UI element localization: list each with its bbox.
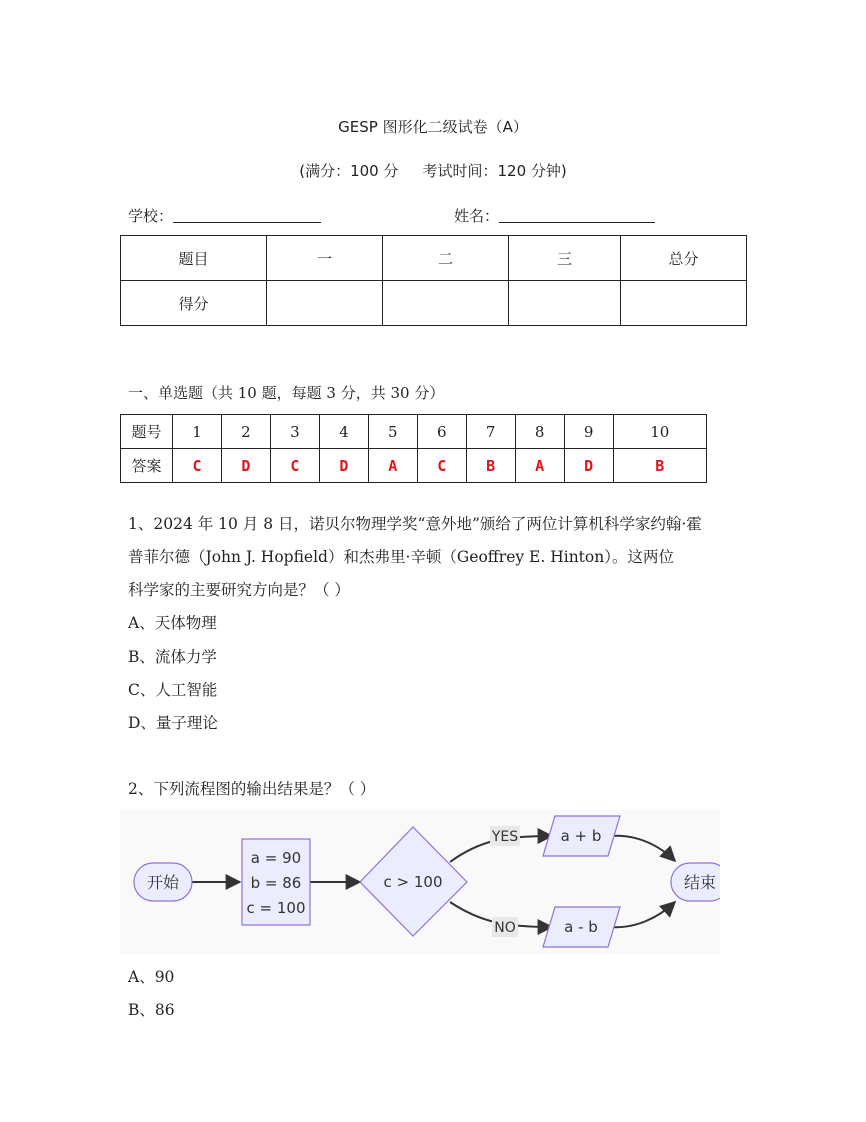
question-2: 2、下列流程图的输出结果是？（ ） [128, 780, 376, 798]
table-cell: 总分 [621, 236, 747, 281]
answer-cell: D [221, 449, 270, 483]
table-row [121, 281, 747, 326]
init-line: c = 100 [246, 899, 306, 917]
school-blank [173, 209, 321, 223]
option-c: C、人工智能 [128, 681, 218, 699]
yes-label: YES [491, 829, 519, 845]
name-blank [499, 209, 655, 223]
no-output-label: a - b [564, 918, 598, 936]
question-1 [128, 508, 743, 607]
answer-cell: C [173, 449, 222, 483]
table-cell: 4 [319, 415, 368, 449]
answer-cell: A [515, 449, 564, 483]
init-line: a = 90 [250, 849, 302, 867]
option-a: A、天体物理 [128, 614, 217, 632]
end-label: 结束 [683, 873, 717, 892]
option-b: B、流体力学 [128, 648, 217, 666]
school-label: 学校： [128, 207, 174, 225]
full-score: (满分：100 分 [299, 162, 399, 180]
table-cell: 题号 [121, 415, 173, 449]
table-cell: 7 [466, 415, 515, 449]
exam-meta [0, 160, 866, 181]
answer-cell: B [613, 449, 706, 483]
no-label: NO [494, 920, 516, 936]
flow-edge [610, 836, 675, 861]
question-1-line: 普菲尔德（John J. Hopfield）和杰弗里·辛顿（Geoffrey E. Hinton）。这两位 [128, 548, 674, 566]
table-cell: 答案 [121, 449, 173, 483]
answer-cell: C [270, 449, 319, 483]
score-cell [267, 281, 383, 326]
flow-edge [610, 902, 675, 927]
option-d: D、量子理论 [128, 714, 218, 732]
table-row [121, 236, 747, 281]
table-cell: 题目 [121, 236, 267, 281]
question-1-line: 科学家的主要研究方向是？（ ） [128, 581, 350, 599]
table-cell: 8 [515, 415, 564, 449]
score-table [120, 235, 747, 326]
table-row [121, 449, 707, 483]
answer-cell: B [466, 449, 515, 483]
answer-cell: C [417, 449, 466, 483]
school-field [128, 205, 321, 226]
section-title: 一、单选题（共 10 题，每题 3 分，共 30 分） [128, 384, 445, 402]
table-row [121, 415, 707, 449]
table-cell: 5 [368, 415, 417, 449]
answer-cell: D [564, 449, 613, 483]
score-cell [383, 281, 509, 326]
start-label: 开始 [146, 873, 180, 892]
page-title: GESP 图形化二级试卷（A） [338, 118, 528, 136]
table-cell: 二 [383, 236, 509, 281]
init-line: b = 86 [250, 874, 302, 892]
yes-output-label: a + b [560, 827, 602, 845]
name-label: 姓名： [454, 207, 500, 225]
answer-table [120, 414, 707, 483]
table-cell: 得分 [121, 281, 267, 326]
score-cell [621, 281, 747, 326]
name-field [454, 205, 655, 226]
answer-cell: D [319, 449, 368, 483]
flowchart [120, 810, 720, 955]
question-1-line: 1、2024 年 10 月 8 日，诺贝尔物理学奖“意外地”颁给了两位计算机科学家约翰·霍 [128, 515, 702, 533]
table-cell: 3 [270, 415, 319, 449]
table-cell: 6 [417, 415, 466, 449]
exam-time: 考试时间：120 分钟) [422, 162, 567, 180]
decision-label: c > 100 [383, 873, 443, 891]
answer-cell: A [368, 449, 417, 483]
table-cell: 10 [613, 415, 706, 449]
score-cell [509, 281, 621, 326]
table-cell: 一 [267, 236, 383, 281]
table-cell: 9 [564, 415, 613, 449]
table-cell: 1 [173, 415, 222, 449]
table-cell: 三 [509, 236, 621, 281]
option-a: A、90 [128, 968, 175, 986]
table-cell: 2 [221, 415, 270, 449]
option-b: B、86 [128, 1001, 175, 1019]
